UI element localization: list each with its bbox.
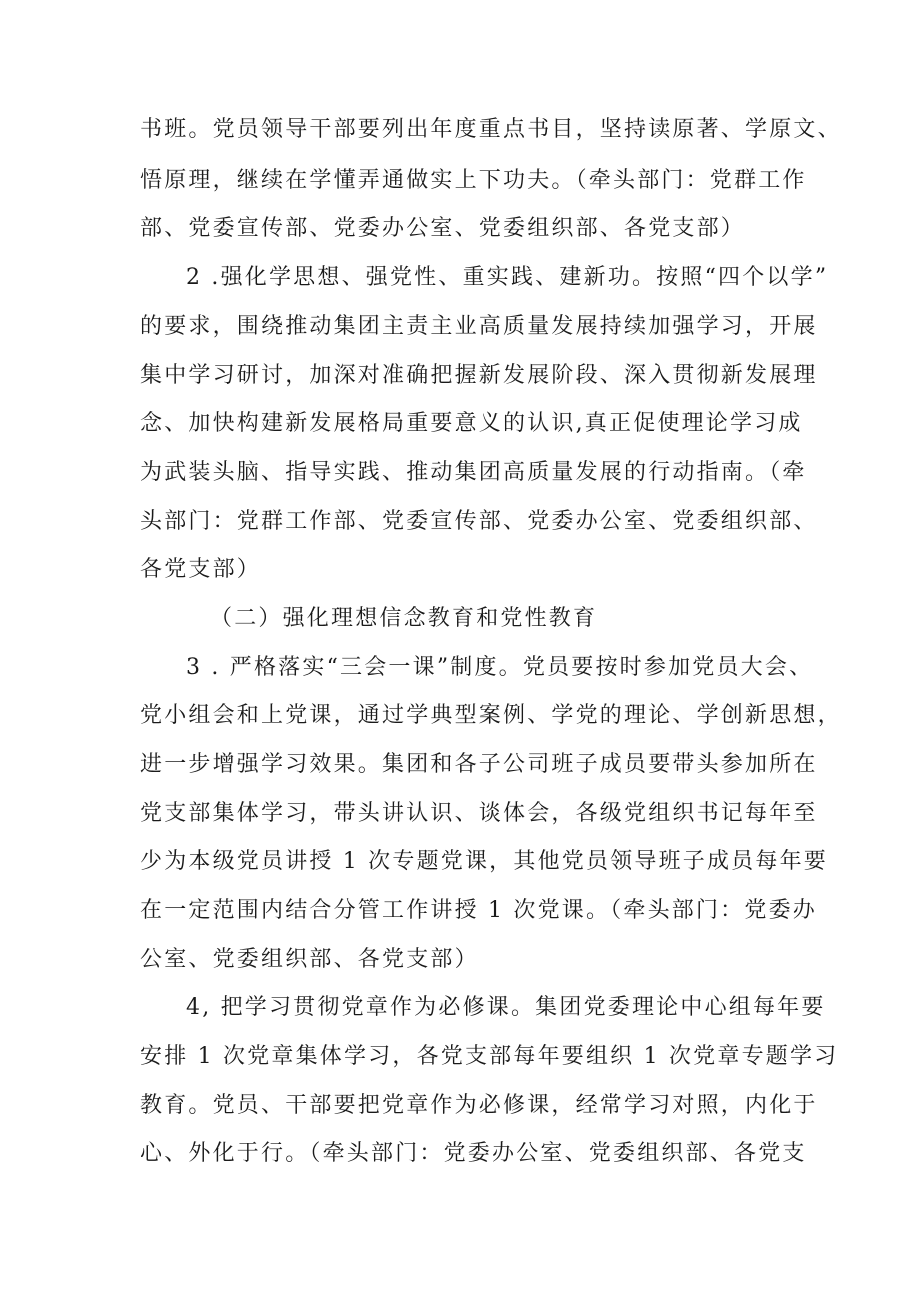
item-3-line-1: 3 . 严格落实“三会一课”制度。党员要按时参加党员大会、 bbox=[186, 655, 814, 680]
item-2-line-2: 的要求，围绕推动集团主责主业高质量发展持续加强学习，开展 bbox=[140, 314, 818, 339]
item-2-line-6: 头部门：党群工作部、党委宣传部、党委办公室、党委组织部、 bbox=[140, 509, 818, 534]
item-3-line-2: 党小组会和上党课，通过学典型案例、学党的理论、学创新思想， bbox=[140, 703, 842, 728]
item-3-line-5: 少为本级党员讲授 1 次专题党课，其他党员领导班子成员每年要 bbox=[140, 849, 828, 874]
item-2-line-3: 集中学习研讨，加深对准确把握新发展阶段、深入贯彻新发展理 bbox=[140, 363, 818, 388]
item-4-line-1: 4, 把学习贯彻党章作为必修课。集团党委理论中心组每年要 bbox=[186, 995, 826, 1020]
item-3-line-4: 党支部集体学习，带头讲认识、谈体会，各级党组织书记每年至 bbox=[140, 801, 818, 826]
paragraph-1-line-3: 部、党委宣传部、党委办公室、党委组织部、各党支部） bbox=[140, 216, 746, 241]
item-2-line-7: 各党支部） bbox=[140, 557, 262, 582]
item-2-line-4: 念、加快构建新发展格局重要意义的认识,真正促使理论学习成 bbox=[140, 411, 803, 436]
item-3-line-6: 在一定范围内结合分管工作讲授 1 次党课。（牵头部门：党委办 bbox=[140, 898, 817, 923]
item-2-line-5: 为武装头脑、指导实践、推动集团高质量发展的行动指南。（牵 bbox=[140, 460, 807, 485]
item-4-line-4: 心、外化于行。（牵头部门：党委办公室、党委组织部、各党支 bbox=[140, 1141, 807, 1166]
item-3-line-3: 进一步增强学习效果。集团和各子公司班子成员要带头参加所在 bbox=[140, 752, 818, 777]
item-3-line-7: 公室、党委组织部、各党支部） bbox=[140, 947, 479, 972]
item-4-line-3: 教育。党员、干部要把党章作为必修课，经常学习对照，内化于 bbox=[140, 1093, 818, 1118]
item-2-line-1: 2 .强化学思想、强党性、重实践、建新功。按照“四个以学” bbox=[186, 265, 829, 290]
section-heading: （二）强化理想信念教育和党性教育 bbox=[210, 606, 598, 631]
paragraph-1-line-2: 悟原理，继续在学懂弄通做实上下功夫。（牵头部门：党群工作 bbox=[140, 168, 807, 193]
item-4-line-2: 安排 1 次党章集体学习，各党支部每年要组织 1 次党章专题学习 bbox=[140, 1044, 839, 1069]
paragraph-1-line-1: 书班。党员领导干部要列出年度重点书目，坚持读原著、学原文、 bbox=[140, 117, 842, 142]
